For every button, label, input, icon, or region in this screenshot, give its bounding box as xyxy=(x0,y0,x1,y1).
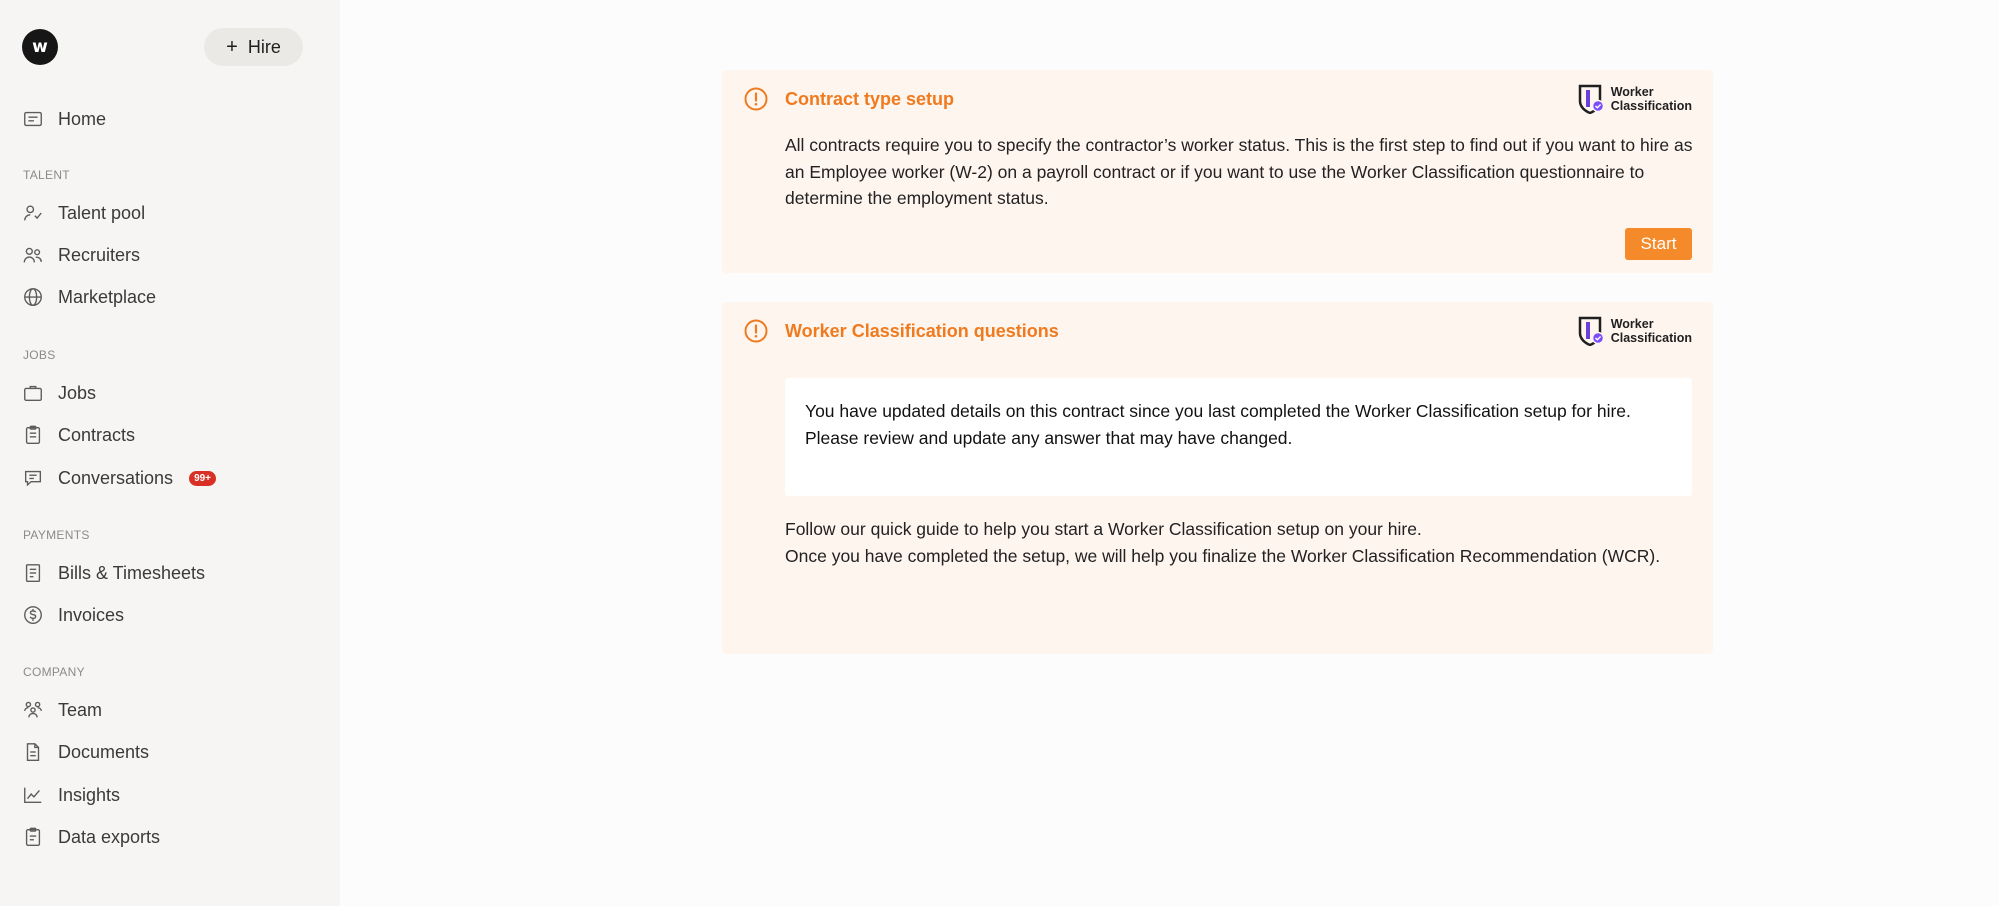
notice-instruction: Please review and update any answer that may have changed. xyxy=(805,427,1293,448)
sidebar-item-label: Home xyxy=(58,108,107,129)
sidebar-item-talent-pool[interactable] xyxy=(22,198,145,228)
shield-check-icon xyxy=(1577,316,1605,346)
globe-icon xyxy=(22,286,44,308)
sidebar-item-label: Conversations xyxy=(58,467,174,488)
sidebar-item-conversations[interactable] xyxy=(22,463,216,493)
sidebar-item-jobs[interactable] xyxy=(22,378,96,408)
sidebar-item-recruiters[interactable] xyxy=(22,240,140,270)
sidebar-item-label: Invoices xyxy=(58,604,125,625)
card-title: Contract type setup xyxy=(785,89,955,109)
sidebar-item-marketplace[interactable] xyxy=(22,282,156,312)
home-icon xyxy=(22,108,44,130)
section-label-company: COMPANY xyxy=(23,665,85,679)
sidebar-item-label: Recruiters xyxy=(58,244,141,265)
section-label-talent: TALENT xyxy=(23,168,70,182)
contract-type-setup-card xyxy=(722,70,1713,273)
worker-classification-logo xyxy=(1577,84,1692,114)
workspace-logo[interactable] xyxy=(22,29,58,65)
guide-line-2: Once you have completed the setup, we will help you finalize the Worker Classification Recommendation (WCR). xyxy=(785,545,1661,566)
people-icon xyxy=(22,244,44,266)
sidebar-item-label: Bills & Timesheets xyxy=(58,562,206,583)
sidebar-item-contracts[interactable] xyxy=(22,420,135,450)
sidebar-item-label: Talent pool xyxy=(58,202,146,223)
sidebar-item-label: Contracts xyxy=(58,424,136,445)
receipt-icon xyxy=(22,562,44,584)
sidebar-item-label: Marketplace xyxy=(58,286,157,307)
clipboard-icon xyxy=(22,424,44,446)
worker-classification-logo xyxy=(1577,316,1692,346)
sidebar-item-label: Jobs xyxy=(58,382,97,403)
hire-button[interactable] xyxy=(204,28,303,66)
line-chart-icon xyxy=(22,784,44,806)
sidebar xyxy=(0,0,340,906)
sidebar-item-bills-timesheets[interactable] xyxy=(22,558,205,588)
section-label-jobs: JOBS xyxy=(23,348,56,362)
logo-text-line2: Classification xyxy=(1610,99,1692,113)
logo-letter: w xyxy=(32,37,48,57)
briefcase-icon xyxy=(22,382,44,404)
worker-classification-questions-card xyxy=(722,302,1713,654)
sidebar-item-label: Documents xyxy=(58,741,150,762)
alert-circle-icon xyxy=(744,87,768,111)
logo-text-line1: Worker xyxy=(1610,85,1654,99)
logo-text-line1: Worker xyxy=(1610,317,1654,331)
sidebar-item-insights[interactable] xyxy=(22,780,120,810)
start-button[interactable]: Start xyxy=(1625,228,1692,260)
notice-message: You have updated details on this contract since you last completed the Worker Classification setup for hire. xyxy=(805,401,1631,421)
card-title: Worker Classification questions xyxy=(785,321,1059,341)
logo-text-line2: Classification xyxy=(1610,331,1692,345)
sidebar-item-label: Data exports xyxy=(58,826,161,847)
sidebar-item-data-exports[interactable] xyxy=(22,822,160,852)
clipboard-export-icon xyxy=(22,826,44,848)
card-description: All contracts require you to specify the contractor’s worker status. This is the first step to find out if you want to hire as an Employee worker (W-2) on a payroll contract or if you want to use the Worker Classification questionnaire to determine the employment status. xyxy=(785,135,1693,208)
hire-button-label: Hire xyxy=(247,36,281,57)
chat-icon xyxy=(22,467,44,489)
document-icon xyxy=(22,741,44,763)
sidebar-item-invoices[interactable] xyxy=(22,600,124,630)
update-notice-box xyxy=(785,378,1692,496)
sidebar-item-label: Team xyxy=(58,699,103,720)
section-label-payments: PAYMENTS xyxy=(23,528,90,542)
unread-count-badge: 99+ xyxy=(189,471,216,486)
sidebar-item-documents[interactable] xyxy=(22,737,149,767)
guide-text xyxy=(785,516,1695,569)
alert-circle-icon xyxy=(744,319,768,343)
plus-icon: + xyxy=(226,36,238,58)
dollar-circle-icon xyxy=(22,604,44,626)
sidebar-item-label: Insights xyxy=(58,784,121,805)
shield-check-icon xyxy=(1577,84,1605,114)
team-icon xyxy=(22,699,44,721)
person-check-icon xyxy=(22,202,44,224)
guide-line-1: Follow our quick guide to help you start a Worker Classification setup on your hire. xyxy=(785,519,1422,539)
sidebar-item-team[interactable] xyxy=(22,695,102,725)
sidebar-item-home[interactable] xyxy=(22,104,106,134)
